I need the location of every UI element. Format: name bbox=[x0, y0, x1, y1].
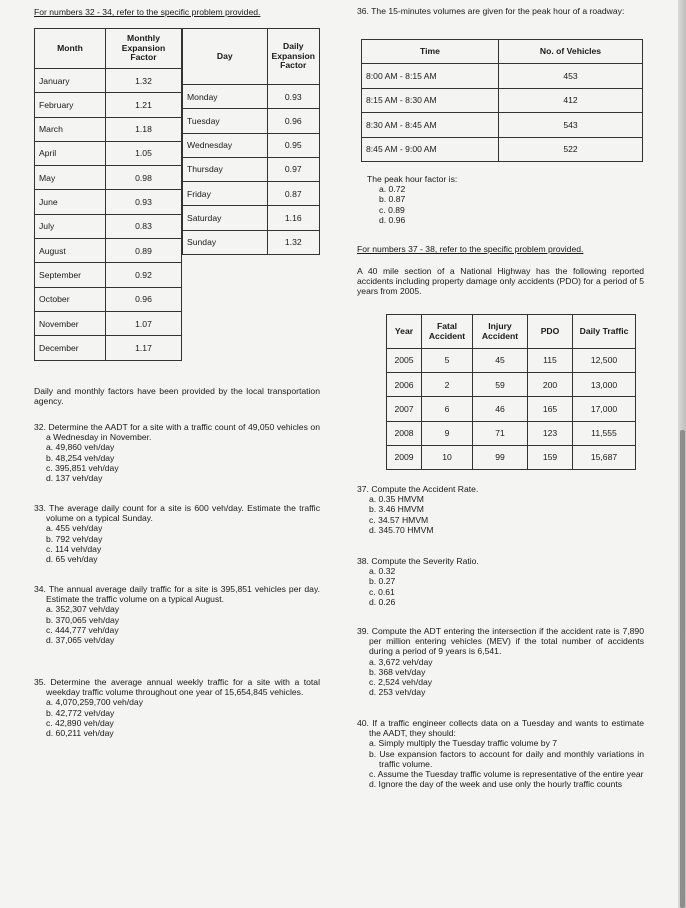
month-cell: September bbox=[35, 263, 106, 287]
time-cell: 8:45 AM - 9:00 AM bbox=[362, 137, 499, 162]
option-a: a. 352,307 veh/day bbox=[46, 604, 120, 615]
option-d: d. 65 veh/day bbox=[46, 554, 98, 565]
table-row bbox=[183, 85, 320, 109]
table-row bbox=[35, 311, 182, 335]
pdo-cell: 165 bbox=[528, 397, 573, 421]
time-cell: 8:30 AM - 8:45 AM bbox=[362, 113, 499, 138]
time-cell: 8:15 AM - 8:30 AM bbox=[362, 88, 499, 113]
factor-cell: 0.93 bbox=[267, 85, 319, 109]
factor-cell: 0.93 bbox=[106, 190, 182, 214]
table-row bbox=[35, 190, 182, 214]
option-b: b. 370,065 veh/day bbox=[46, 614, 120, 625]
month-header: Month bbox=[35, 29, 106, 69]
option-c: c. 0.89 bbox=[379, 204, 405, 215]
option-d: d. 37,065 veh/day bbox=[46, 635, 115, 646]
peak-hour-table bbox=[361, 39, 643, 162]
question-stem: 40. If a traffic engineer collects data on a Tuesday and wants to estimate the AADT, they should: bbox=[357, 718, 644, 739]
injury-cell: 46 bbox=[473, 397, 528, 421]
factor-cell: 1.21 bbox=[106, 93, 182, 117]
fatal-cell: 10 bbox=[422, 445, 473, 469]
option-b: b. 368 veh/day bbox=[369, 666, 426, 677]
factor-cell: 0.96 bbox=[267, 109, 319, 133]
daily-traffic-cell: 12,500 bbox=[573, 349, 636, 373]
day-cell: Thursday bbox=[183, 157, 268, 181]
factor-cell: 1.07 bbox=[106, 311, 182, 335]
fatal-cell: 9 bbox=[422, 421, 473, 445]
monthly-factor-table bbox=[34, 28, 182, 361]
option-a: a. Simply multiply the Tuesday traffic volume by 7 bbox=[369, 738, 558, 749]
injury-cell: 99 bbox=[473, 445, 528, 469]
table-row bbox=[362, 64, 643, 89]
option-b: b. Use expansion factors to account for daily and monthly variations in traffic volume. bbox=[369, 748, 644, 769]
fatal-cell: 6 bbox=[422, 397, 473, 421]
table-row bbox=[35, 141, 182, 165]
vehicles-cell: 453 bbox=[499, 64, 643, 89]
question-35 bbox=[34, 677, 320, 738]
vehicles-cell: 412 bbox=[499, 88, 643, 113]
factor-cell: 0.83 bbox=[106, 214, 182, 238]
question-stem: 34. The annual average daily traffic for a site is 395,851 vehicles per day. Estimate the traffic volume on a typical August. bbox=[34, 584, 320, 605]
time-header: Time bbox=[362, 40, 499, 64]
option-b: b. 792 veh/day bbox=[46, 533, 103, 544]
table-row bbox=[183, 230, 320, 254]
pdo-header: PDO bbox=[528, 315, 573, 349]
accident-intro: A 40 mile section of a National Highway has the following reported accidents including property damage only accidents (PDO) for a period of 5 years from 2005. bbox=[357, 266, 644, 297]
table-row bbox=[183, 109, 320, 133]
month-cell: May bbox=[35, 166, 106, 190]
question-stem: 38. Compute the Severity Ratio. bbox=[357, 556, 479, 566]
month-cell: October bbox=[35, 287, 106, 311]
option-c: c. 2,524 veh/day bbox=[369, 677, 433, 688]
question-32 bbox=[34, 422, 320, 483]
option-c: c. 34.57 HMVM bbox=[369, 514, 429, 525]
right-heading: For numbers 37 - 38, refer to the specific problem provided. bbox=[357, 244, 584, 254]
year-header: Year bbox=[387, 315, 422, 349]
question-stem: 35. Determine the average annual weekly traffic for a site with a total weekday traffic volume throughout one year of 15,654,845 vehicles. bbox=[34, 677, 320, 698]
table-row bbox=[35, 117, 182, 141]
question-prompt: The peak hour factor is: bbox=[367, 174, 458, 184]
factor-cell: 1.16 bbox=[267, 206, 319, 230]
month-cell: August bbox=[35, 239, 106, 263]
daily-factor-header: Daily Expansion Factor bbox=[267, 29, 319, 85]
year-cell: 2009 bbox=[387, 445, 422, 469]
month-cell: November bbox=[35, 311, 106, 335]
option-d: d. 60,211 veh/day bbox=[46, 728, 114, 739]
fatal-cell: 2 bbox=[422, 373, 473, 397]
day-header: Day bbox=[183, 29, 268, 85]
factor-cell: 1.32 bbox=[267, 230, 319, 254]
day-cell: Sunday bbox=[183, 230, 268, 254]
option-c: c. 114 veh/day bbox=[46, 543, 102, 554]
option-a: a. 0.32 bbox=[369, 566, 396, 577]
month-cell: June bbox=[35, 190, 106, 214]
table-row bbox=[35, 93, 182, 117]
factor-cell: 0.89 bbox=[106, 239, 182, 263]
factor-cell: 1.05 bbox=[106, 141, 182, 165]
option-c: c. 444,777 veh/day bbox=[46, 624, 119, 635]
question-36-stem: 36. The 15-minutes volumes are given for the peak hour of a roadway: bbox=[357, 6, 625, 16]
option-c: c. 0.61 bbox=[369, 586, 395, 597]
question-stem: 39. Compute the ADT entering the intersection if the accident rate is 7,890 per million entering vehicles (MEV) if the total number of accidents during a period of 9 years is 6,541. bbox=[357, 626, 644, 657]
monthly-factor-header: Monthly Expansion Factor bbox=[106, 29, 182, 69]
factor-cell: 1.17 bbox=[106, 336, 182, 360]
table-row bbox=[387, 349, 636, 373]
table-row bbox=[387, 373, 636, 397]
month-cell: December bbox=[35, 336, 106, 360]
daily-traffic-cell: 13,000 bbox=[573, 373, 636, 397]
factor-cell: 0.96 bbox=[106, 287, 182, 311]
table-row bbox=[387, 421, 636, 445]
day-cell: Friday bbox=[183, 182, 268, 206]
option-a: a. 3,672 veh/day bbox=[369, 656, 433, 667]
day-cell: Saturday bbox=[183, 206, 268, 230]
option-b: b. 42,772 veh/day bbox=[46, 707, 115, 718]
injury-cell: 71 bbox=[473, 421, 528, 445]
vehicles-header: No. of Vehicles bbox=[499, 40, 643, 64]
left-heading: For numbers 32 - 34, refer to the specific problem provided. bbox=[34, 7, 261, 17]
factor-cell: 1.32 bbox=[106, 69, 182, 93]
daily-factor-table bbox=[182, 28, 320, 255]
fatal-header: Fatal Accident bbox=[422, 315, 473, 349]
injury-header: Injury Accident bbox=[473, 315, 528, 349]
table-row bbox=[35, 166, 182, 190]
option-b: b. 0.27 bbox=[369, 576, 396, 587]
option-a: a. 0.72 bbox=[379, 184, 406, 195]
factor-cell: 0.98 bbox=[106, 166, 182, 190]
question-38 bbox=[357, 556, 644, 607]
month-cell: January bbox=[35, 69, 106, 93]
table-row bbox=[183, 206, 320, 230]
table-row bbox=[183, 133, 320, 157]
daily-traffic-cell: 15,687 bbox=[573, 445, 636, 469]
daily-traffic-cell: 11,555 bbox=[573, 421, 636, 445]
table-row bbox=[35, 239, 182, 263]
daily-traffic-cell: 17,000 bbox=[573, 397, 636, 421]
day-cell: Wednesday bbox=[183, 133, 268, 157]
option-d: d. 345.70 HMVM bbox=[369, 524, 434, 535]
option-d: d. 253 veh/day bbox=[369, 687, 426, 698]
question-37 bbox=[357, 484, 644, 535]
table-row bbox=[35, 336, 182, 360]
option-b: b. 3.46 HMVM bbox=[369, 504, 424, 515]
option-b: b. 48,254 veh/day bbox=[46, 452, 115, 463]
option-a: a. 49,860 veh/day bbox=[46, 442, 115, 453]
option-d: d. 0.96 bbox=[379, 214, 406, 225]
accident-table bbox=[386, 314, 636, 470]
factor-cell: 1.18 bbox=[106, 117, 182, 141]
option-d: d. Ignore the day of the week and use only the hourly traffic counts bbox=[369, 779, 623, 790]
question-40 bbox=[357, 718, 644, 789]
pdo-cell: 200 bbox=[528, 373, 573, 397]
factor-cell: 0.87 bbox=[267, 182, 319, 206]
pdo-cell: 159 bbox=[528, 445, 573, 469]
question-stem: 37. Compute the Accident Rate. bbox=[357, 484, 479, 494]
option-a: a. 4,070,259,700 veh/day bbox=[46, 697, 143, 708]
option-c: c. 42,890 veh/day bbox=[46, 717, 114, 728]
option-c: c. Assume the Tuesday traffic volume is representative of the entire year bbox=[369, 769, 644, 780]
day-cell: Tuesday bbox=[183, 109, 268, 133]
month-cell: March bbox=[35, 117, 106, 141]
table-row bbox=[35, 287, 182, 311]
option-a: a. 455 veh/day bbox=[46, 523, 103, 534]
option-c: c. 395,851 veh/day bbox=[46, 462, 119, 473]
question-33 bbox=[34, 503, 320, 564]
question-34 bbox=[34, 584, 320, 645]
pdo-cell: 115 bbox=[528, 349, 573, 373]
table-row bbox=[183, 182, 320, 206]
option-d: d. 137 veh/day bbox=[46, 473, 103, 484]
table-row bbox=[387, 397, 636, 421]
month-cell: April bbox=[35, 141, 106, 165]
table-row bbox=[35, 263, 182, 287]
month-cell: July bbox=[35, 214, 106, 238]
factor-cell: 0.92 bbox=[106, 263, 182, 287]
daily-traffic-header: Daily Traffic bbox=[573, 315, 636, 349]
question-stem: 33. The average daily count for a site is 600 veh/day. Estimate the traffic volume on a typical Sunday. bbox=[34, 503, 320, 524]
question-stem: 32. Determine the AADT for a site with a traffic count of 49,050 vehicles on a Wednesday in November. bbox=[34, 422, 320, 443]
vehicles-cell: 543 bbox=[499, 113, 643, 138]
table-row bbox=[362, 113, 643, 138]
vehicles-cell: 522 bbox=[499, 137, 643, 162]
table-row bbox=[362, 88, 643, 113]
factors-note: Daily and monthly factors have been provided by the local transportation agency. bbox=[34, 386, 320, 407]
month-cell: February bbox=[35, 93, 106, 117]
day-cell: Monday bbox=[183, 85, 268, 109]
time-cell: 8:00 AM - 8:15 AM bbox=[362, 64, 499, 89]
table-row bbox=[387, 445, 636, 469]
option-b: b. 0.87 bbox=[379, 194, 406, 205]
injury-cell: 59 bbox=[473, 373, 528, 397]
year-cell: 2007 bbox=[387, 397, 422, 421]
year-cell: 2005 bbox=[387, 349, 422, 373]
factor-cell: 0.97 bbox=[267, 157, 319, 181]
year-cell: 2006 bbox=[387, 373, 422, 397]
table-row bbox=[362, 137, 643, 162]
injury-cell: 45 bbox=[473, 349, 528, 373]
fatal-cell: 5 bbox=[422, 349, 473, 373]
option-a: a. 0.35 HMVM bbox=[369, 494, 424, 505]
factor-cell: 0.95 bbox=[267, 133, 319, 157]
option-d: d. 0.26 bbox=[369, 596, 396, 607]
table-row bbox=[183, 157, 320, 181]
table-row bbox=[35, 69, 182, 93]
pdo-cell: 123 bbox=[528, 421, 573, 445]
question-39 bbox=[357, 626, 644, 697]
year-cell: 2008 bbox=[387, 421, 422, 445]
scrollbar-thumb[interactable] bbox=[680, 430, 685, 908]
table-row bbox=[35, 214, 182, 238]
question-36-options bbox=[367, 174, 637, 225]
